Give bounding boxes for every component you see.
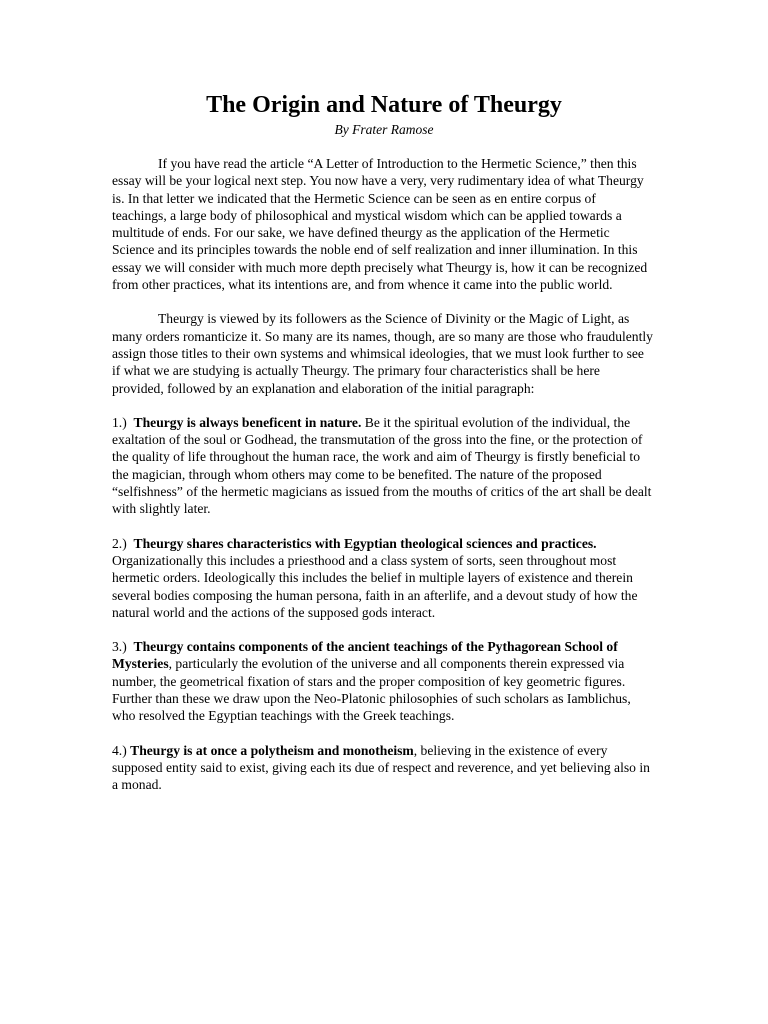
document-body (112, 155, 654, 811)
list-item-text: Be it the spiritual evolution of the individual, the exaltation of the soul or Godhead, the transmutation of the gross into the fine, or the protection of the quality of life throughout the human race, the work and aim of Theurgy is firstly beneficial to the magician, through whom others may come to be benefited. The nature of the proposed “selfishness” of the hermetic magicians as issued from the mouths of critics of the art shall be dealt with slightly later. (112, 414, 652, 517)
list-item-heading: Theurgy is always beneficent in nature. (133, 414, 362, 430)
list-item-number: 4.) (112, 742, 127, 758)
paragraph-intro: If you have read the article “A Letter of Introduction to the Hermetic Science,” then this essay will be your logical next step. You now have a very, very rudimentary idea of what Theurgy is. In that letter we indicated that the Hermetic Science can be seen as en entire corpus of teachings, a large body of philosophical and mystical wisdom which can be applied towards a multitude of ends. For our sake, we have defined theurgy as the application of the Hermetic Science and its principles towards the noble end of self realization and inner illumination. In this essay we will consider with much more depth precisely what Theurgy is, how it can be recognized from other practices, what its intentions are, and from whence it came into the public world. (112, 156, 648, 293)
list-item (112, 742, 654, 794)
paragraph-characteristics-intro: Theurgy is viewed by its followers as the Science of Divinity or the Magic of Light, as many orders romanticize it. So many are its names, though, are so many are those who fraudulently assign those titles to their own systems and whimsical ideologies, that we must look further to see if what we are studying is actually Theurgy. The primary four characteristics shall be here provided, followed by an explanation and elaboration of the initial paragraph: (112, 311, 653, 396)
list-item (112, 638, 654, 724)
list-item (112, 535, 654, 621)
document-title: The Origin and Nature of Theurgy (206, 92, 562, 118)
list-item-number: 3.) (112, 639, 127, 655)
list-item-text: , particularly the evolution of the universe and all components therein expressed via number, the geometrical fixation of stars and the proper composition of key geometric figures. Further than these we draw upon the Neo-Platonic philosophies of such scholars as Iamblichus, who resolved the Egyptian teachings with the Greek teachings. (112, 656, 631, 724)
list-item-heading: Theurgy shares characteristics with Egyptian theological sciences and practices. (133, 535, 597, 551)
list-item-text: Organizationally this includes a priesthood and a class system of sorts, seen throughout most hermetic orders. Ideologically this includes the belief in multiple layers of existence and therein several bodies composing the human persona, faith in an afterlife, and a devout study of how the natural world and the actions of the supposed gods interact. (112, 552, 638, 620)
list-item-text: , believing in the existence of every supposed entity said to exist, giving each its due of respect and reverence, and yet believing also in a monad. (112, 742, 650, 793)
author-byline: By Frater Ramose (334, 122, 434, 137)
list-item (112, 414, 654, 518)
list-item-number: 1.) (112, 414, 127, 430)
list-item-heading: Theurgy is at once a polytheism and monotheism (130, 742, 414, 758)
list-item-heading: Theurgy contains components of the ancient teachings of the Pythagorean School of Mysteries (112, 639, 618, 672)
list-item-number: 2.) (112, 535, 127, 551)
